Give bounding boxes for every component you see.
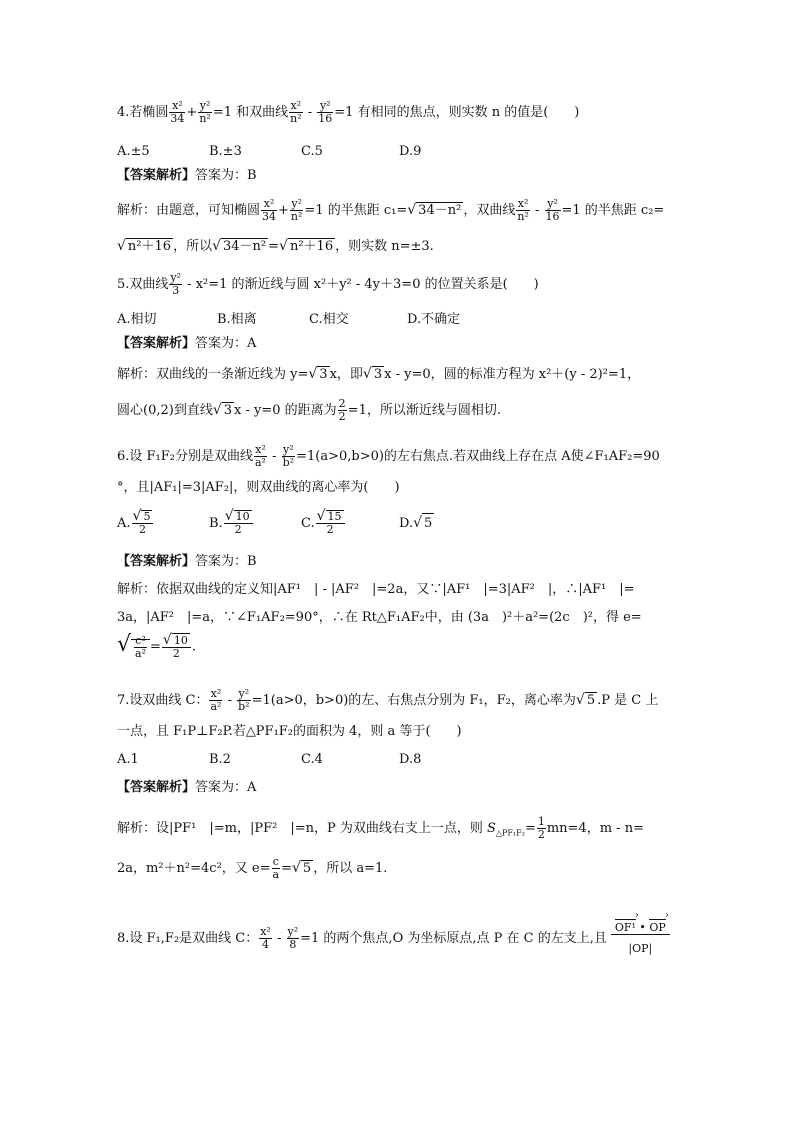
fraction: $\frac{c}{a}$: [272, 855, 280, 881]
q4-explanation-line1: 解析：由题意，可知椭圆 $\frac{\text{x²}}{34}$ + $\frac{\text{y²}}{\text{n²}}$ =1 的半焦距 c₁=√ 34－n² ，双曲线 $\frac{\text{x²}}{\text{n²}}$ - $\frac{\text{y²}}{16}$ =1 的半焦距 c₂=: [117, 197, 665, 223]
q5-explanation-line2: 圆心(0,2)到直线√ 3 x - y=0 的距离为 $\frac{2}{2}$ =1，所以渐近线与圆相切.: [117, 397, 501, 423]
fraction: $\frac{\text{x²}}{\text{a²}}$: [210, 687, 222, 713]
q8-stem: 8.设 F₁,F₂是双曲线 C： $\frac{\text{x²}}{4}$ - $\frac{\text{y²}}{8}$ =1 的两个焦点,O 为坐标原点,点 P 在 C 的左支上,且 $\frac{\text{OF¹ › • OP ›}}{|OP|}$: [117, 922, 671, 955]
vector-fraction: $\frac{\text{OF¹ › • OP ›}}{|OP|}$: [611, 922, 670, 955]
fraction: $\frac{\text{y²}}{\text{b²}}$: [238, 687, 250, 713]
sqrt: √ 3: [308, 366, 328, 382]
q7-stem-line2: 一点，且 F₁P⊥F₂P.若△PF₁F₂的面积为 4，则 a 等于( ): [117, 724, 462, 739]
q4-stem: 4.若椭圆 $\frac{\text{x²}}{34}$ + $\frac{\text{y²}}{\text{n²}}$ =1 和双曲线 $\frac{\text{x²}}{\text{n²}}$ - $\frac{\text{y²}}{16}$ =1 有相同的焦点，则实数 n 的值是( ): [117, 99, 580, 125]
option: A.1: [117, 752, 139, 767]
q6-explanation-line3: √ $\frac{\text{c²}}{\text{a²}}$ = $\frac{√ 10}{2}$ .: [117, 631, 196, 660]
option: B.2: [209, 752, 231, 767]
q7-explanation-line2: 2a，m²＋n²=4c²，又 e= $\frac{c}{a}$ =√ 5 ，所以 a=1.: [117, 855, 388, 881]
q7-options: [117, 750, 421, 770]
fraction: $\frac{\text{x²}}{\text{a²}}$: [255, 443, 266, 469]
q7-answer: 【答案解析】答案为：A: [117, 780, 257, 795]
sqrt: √ $\frac{\text{c²}}{\text{a²}}$: [117, 635, 150, 660]
option: D.8: [399, 752, 422, 767]
option: D.9: [399, 144, 422, 159]
sqrt: √ n²＋16: [117, 238, 172, 254]
q7-stem: 7.设双曲线 C： $\frac{\text{x²}}{\text{a²}}$ - $\frac{\text{y²}}{\text{b²}}$ =1(a>0，b>0)的左、右焦点分别为 F₁，F₂，离心率为√ 5 .P 是 C 上: [117, 687, 659, 713]
sqrt: √ n²＋16: [279, 238, 334, 254]
sqrt: √ 5: [292, 860, 312, 876]
q6-answer: 【答案解析】答案为：B: [117, 554, 257, 569]
fraction: $\frac{\text{y²}}{16}$: [545, 197, 560, 223]
q5-explanation-line1: 解析：双曲线的一条渐近线为 y=√ 3 x，即√ 3 x - y=0，圆的标准方程为 x²＋(y - 2)²=1，: [117, 364, 640, 385]
option: A.±5: [117, 144, 150, 159]
fraction: $\frac{\text{y²}}{8}$: [287, 925, 299, 951]
fraction: $\frac{\text{y²}}{\text{b²}}$: [282, 443, 295, 469]
q6-options: [117, 510, 434, 536]
option: C.相交: [309, 312, 349, 327]
option: D.√ 5: [399, 513, 434, 534]
sqrt: √ 5: [575, 692, 596, 708]
fraction: $\frac{\text{y²}}{16}$: [318, 99, 333, 125]
option: A. $\frac{√ 5}{2}$: [117, 510, 209, 536]
option: D.不确定: [407, 312, 461, 327]
q6-stem-line2: °，且|AF₁|=3|AF₂|，则双曲线的离心率为( ): [117, 480, 400, 495]
q5-answer: 【答案解析】答案为：A: [117, 336, 257, 351]
fraction: $\frac{\text{x²}}{34}$: [170, 99, 185, 125]
q7-explanation-line1: 解析：设|PF¹ |=m，|PF² |=n，P 为双曲线右支上一点，则 $S_{\triangle PF_1F_2}=$ $\frac{1}{2}$ mn=4，m - n=: [117, 815, 644, 841]
fraction: $\frac{\text{x²}}{34}$: [262, 197, 277, 223]
fraction: $\frac{\text{y²}}{\text{n²}}$: [290, 197, 303, 223]
q6-explanation-line2: 3a，|AF² |=a，∵∠F₁AF₂=90°，∴在 Rt△F₁AF₂中，由 (3a )²＋a²=(2c )²，得 e=: [117, 610, 642, 625]
option: B.±3: [209, 144, 242, 159]
option: A.相切: [117, 312, 157, 327]
sqrt: √ 34－n²: [212, 238, 267, 254]
option: C. $\frac{√ 15}{2}$: [301, 510, 399, 536]
fraction: $\frac{\text{x²}}{\text{n²}}$: [290, 99, 302, 125]
sqrt: √ 34－n²: [407, 202, 462, 218]
option: C.4: [301, 752, 323, 767]
fraction: $\frac{1}{2}$: [537, 815, 545, 841]
fraction: $\frac{2}{2}$: [338, 397, 346, 423]
sqrt: √ 3: [362, 366, 383, 382]
option: C.5: [301, 144, 323, 159]
q4-answer: 【答案解析】答案为：B: [117, 168, 257, 183]
q5-stem: 5.双曲线 $\frac{\text{y²}}{3}$ - x²=1 的渐近线与圆 x²＋y² - 4y＋3=0 的位置关系是( ): [117, 271, 539, 297]
q6-stem: 6.设 F₁F₂分别是双曲线 $\frac{\text{x²}}{\text{a²}}$ - $\frac{\text{y²}}{\text{b²}}$ =1(a>0,b>0)的左右焦点.若双曲线上存在点 A使∠F₁AF₂=90: [117, 443, 660, 469]
q6-explanation-line1: 解析：依据双曲线的定义知|AF¹ | - |AF² |=2a，又∵|AF¹ |=3|AF² |，∴|AF¹ |=: [117, 582, 635, 597]
q4-options: [117, 142, 421, 162]
q5-options: [117, 310, 460, 330]
q4-explanation-line2: √ n²＋16 ，所以√ 34－n² =√ n²＋16 ，则实数 n=±3.: [117, 236, 434, 257]
sqrt: √ 3: [212, 402, 233, 418]
option: B.相离: [217, 312, 257, 327]
fraction: $\frac{\text{y²}}{\text{n²}}$: [199, 99, 211, 125]
option: B. $\frac{√ 10}{2}$: [209, 510, 301, 536]
fraction: $\frac{√ 10}{2}$: [162, 634, 191, 660]
fraction: $\frac{\text{x²}}{4}$: [260, 925, 271, 951]
fraction: $\frac{\text{y²}}{3}$: [170, 271, 182, 297]
fraction: $\frac{\text{x²}}{\text{n²}}$: [517, 197, 529, 223]
